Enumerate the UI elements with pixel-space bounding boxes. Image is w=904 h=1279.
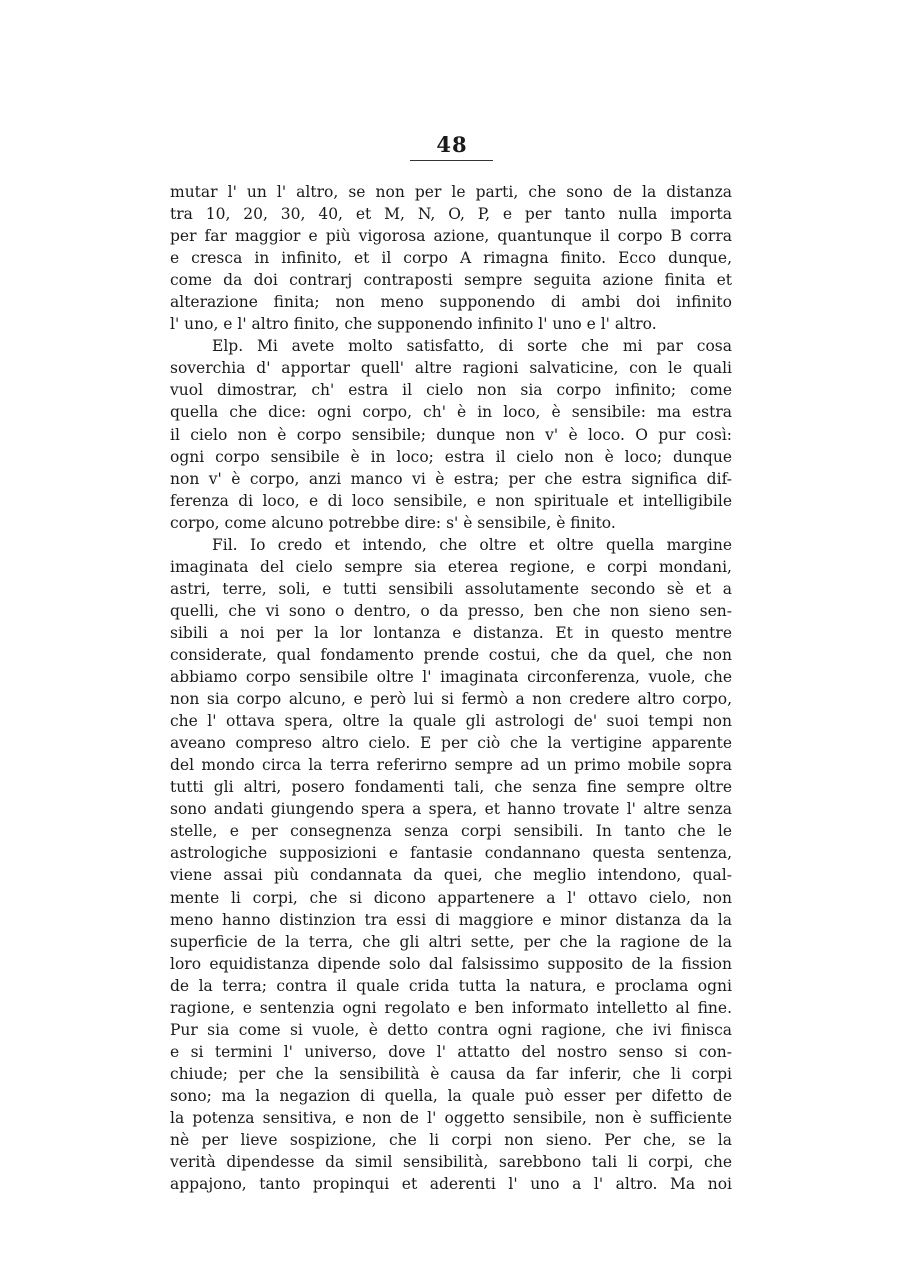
text-line: viene assai più condannata da quei, che meglio intendono, qual- (170, 866, 732, 885)
text-line: vuol dimostrar, ch' estra il cielo non sia corpo infinito; come (170, 381, 732, 400)
text-line: quelli, che vi sono o dentro, o da presso, ben che non sieno sen- (170, 601, 732, 620)
text-line: nè per lieve sospizione, che li corpi non sieno. Per che, se la (170, 1131, 732, 1150)
text-line: il cielo non è corpo sensibile; dunque non v' è loco. O pur così: (170, 425, 732, 444)
text-line: stelle, e per consegnenza senza corpi sensibili. In tanto che le (170, 822, 732, 841)
text-line: chiude; per che la sensibilità è causa da far inferir, che li corpi (170, 1064, 732, 1083)
text-line: alterazione finita; non meno supponendo di ambi doi infinito (170, 293, 732, 312)
text-line: ogni corpo sensibile è in loco; estra il cielo non è loco; dunque (170, 447, 732, 466)
page-number: 48 (436, 132, 468, 157)
speaker-line-elpino: Elp. Mi avete molto satisfatto, di sorte che mi par cosa (212, 337, 732, 356)
text-line: de la terra; contra il quale crida tutta la natura, e proclama ogni (170, 976, 732, 995)
text-line: e si termini l' universo, dove l' attatto del nostro senso si con- (170, 1042, 732, 1061)
text-line: mutar l' un l' altro, se non per le parti, che sono de la distanza (170, 183, 732, 201)
text-line: la potenza sensitiva, e non de l' oggetto sensibile, non è sufficiente (170, 1108, 732, 1127)
text-line: ferenza di loco, e di loco sensibile, e non spirituale et intelligibile (170, 491, 732, 510)
text-line: soverchia d' apportar quell' altre ragioni salvaticine, con le quali (170, 359, 732, 378)
text-line: astri, terre, soli, e tutti sensibili assolutamente secondo sè et a (170, 579, 732, 598)
text-line: tutti gli altri, posero fondamenti tali, che senza fine sempre oltre (170, 778, 732, 797)
text-line: considerate, qual fondamento prende costui, che da quel, che non (170, 645, 732, 664)
text-line: e cresca in infinito, et il corpo A rimagna finito. Ecco dunque, (170, 249, 732, 268)
text-line: Pur sia come si vuole, è detto contra ogni ragione, che ivi finisca (170, 1020, 732, 1039)
text-line: abbiamo corpo sensibile oltre l' imaginata circonferenza, vuole, che (170, 668, 732, 687)
header-rule (410, 160, 493, 161)
text-line: astrologiche supposizioni e fantasie condannano questa sentenza, (170, 844, 732, 863)
text-line: verità dipendesse da simil sensibilità, sarebbono tali li corpi, che (170, 1153, 732, 1172)
text-line: aveano compreso altro cielo. E per ciò che la vertigine apparente (170, 734, 732, 753)
text-line: non v' è corpo, anzi manco vi è estra; per che estra significa dif- (170, 469, 732, 488)
text-line: meno hanno distinzion tra essi di maggiore e minor distanza da la (170, 910, 732, 929)
text-line: corpo, come alcuno potrebbe dire: s' è sensibile, è finito. (170, 513, 616, 532)
text-line: imaginata del cielo sempre sia eterea regione, e corpi mondani, (170, 557, 732, 576)
speaker-line-filoteo: Fil. Io credo et intendo, che oltre et oltre quella margine (212, 535, 732, 554)
text-line: sono; ma la negazion di quella, la quale può esser per difetto de (170, 1086, 732, 1105)
text-line: per far maggior e più vigorosa azione, quantunque il corpo B corra (170, 227, 732, 246)
body-text (170, 181, 732, 1195)
text-line: superficie de la terra, che gli altri sette, per che la ragione de la (170, 932, 732, 951)
text-line: che l' ottava spera, oltre la quale gli astrologi de' suoi tempi non (170, 712, 732, 731)
text-line: del mondo circa la terra referirno sempre ad un primo mobile sopra (170, 756, 732, 775)
text-line: tra 10, 20, 30, 40, et M, N, O, P, e per tanto nulla importa (170, 205, 732, 224)
text-line: ragione, e sentenzia ogni regolato e ben informato intelletto al fine. (170, 998, 732, 1017)
text-line: quella che dice: ogni corpo, ch' è in loco, è sensibile: ma estra (170, 403, 732, 422)
text-line: sono andati giungendo spera a spera, et hanno trovate l' altre senza (170, 800, 732, 819)
text-line: mente li corpi, che si dicono appartenere a l' ottavo cielo, non (170, 888, 732, 907)
text-line: loro equidistanza dipende solo dal falsissimo supposito de la fission (170, 954, 732, 973)
text-line: non sia corpo alcuno, e però lui si fermò a non credere altro corpo, (170, 690, 732, 709)
text-line: appajono, tanto propinqui et aderenti l' uno a l' altro. Ma noi (170, 1175, 732, 1194)
text-line: l' uno, e l' altro finito, che supponendo infinito l' uno e l' altro. (170, 315, 657, 334)
text-line: sibili a noi per la lor lontanza e distanza. Et in questo mentre (170, 623, 732, 642)
text-line: come da doi contrarj contraposti sempre seguita azione finita et (170, 271, 732, 290)
